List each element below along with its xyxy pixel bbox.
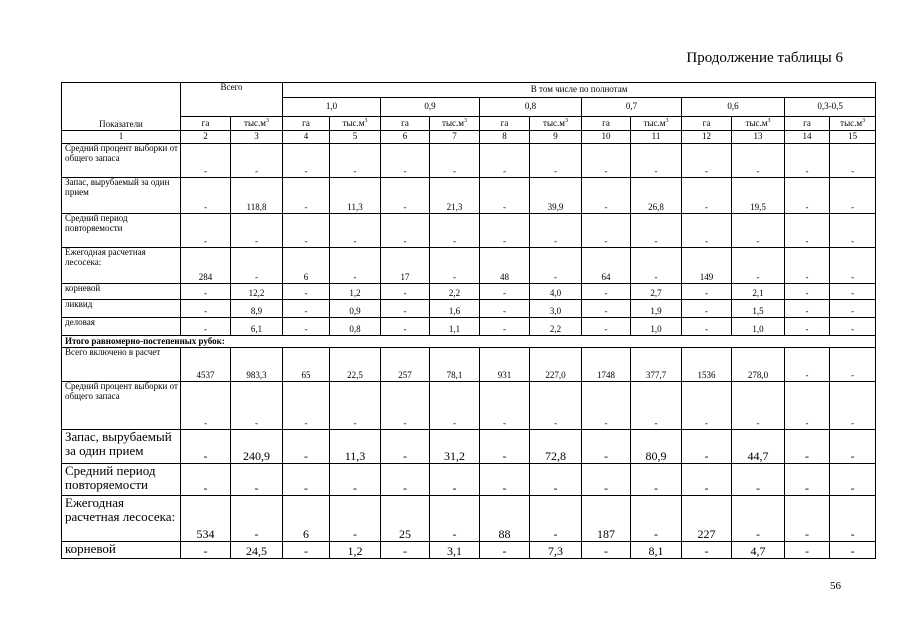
- table-cell: -: [732, 382, 785, 430]
- table-cell: -: [231, 496, 283, 542]
- table-cell: -: [480, 542, 530, 559]
- unit-ha: га: [181, 117, 231, 131]
- table-body: [62, 144, 876, 559]
- table-row: [62, 464, 876, 496]
- table-cell: 11,3: [330, 178, 381, 214]
- table-cell: 7,3: [530, 542, 582, 559]
- table-row: [62, 300, 876, 318]
- table-cell: 0,9: [330, 300, 381, 318]
- table-cell: -: [530, 214, 582, 248]
- table-cell: -: [283, 214, 330, 248]
- column-number: 11: [631, 131, 682, 144]
- table-cell: 2,1: [732, 284, 785, 300]
- density-header: 0,3-0,5: [785, 98, 876, 117]
- table-cell: -: [785, 284, 830, 300]
- table-cell: 2,2: [530, 318, 582, 336]
- table-cell: -: [283, 178, 330, 214]
- column-number: 9: [530, 131, 582, 144]
- table-cell: 11,3: [330, 430, 381, 464]
- table-cell: -: [480, 144, 530, 178]
- table-cell: -: [330, 464, 381, 496]
- table-cell: -: [785, 178, 830, 214]
- table-cell: 983,3: [231, 348, 283, 382]
- table-cell: 22,5: [330, 348, 381, 382]
- table-cell: -: [682, 178, 732, 214]
- table-cell: -: [381, 214, 430, 248]
- table-cell: 12,2: [231, 284, 283, 300]
- table-cell: -: [430, 214, 480, 248]
- table-cell: -: [582, 430, 631, 464]
- unit-label: тыс.м: [244, 117, 266, 128]
- table-cell: -: [830, 284, 876, 300]
- table-cell: -: [582, 284, 631, 300]
- table-cell: -: [181, 178, 231, 214]
- section-row: [62, 336, 876, 348]
- unit-thousand-m3: [631, 117, 682, 131]
- table-cell: -: [231, 144, 283, 178]
- table-cell: 31,2: [430, 430, 480, 464]
- table-cell: -: [785, 144, 830, 178]
- header-total: Всего: [181, 83, 283, 117]
- data-table: [61, 82, 876, 559]
- table-cell: 48: [480, 248, 530, 284]
- table-cell: -: [785, 300, 830, 318]
- table-cell: -: [430, 248, 480, 284]
- table-cell: -: [381, 144, 430, 178]
- table-cell: -: [181, 214, 231, 248]
- table-cell: 1,9: [631, 300, 682, 318]
- table-cell: 118,8: [231, 178, 283, 214]
- table-cell: 1,0: [732, 318, 785, 336]
- table-cell: 44,7: [732, 430, 785, 464]
- table-cell: -: [181, 284, 231, 300]
- table-cell: 1,6: [430, 300, 480, 318]
- table-cell: -: [785, 430, 830, 464]
- table-cell: -: [381, 318, 430, 336]
- table-cell: 4,7: [732, 542, 785, 559]
- column-number: 15: [830, 131, 876, 144]
- table-cell: -: [785, 382, 830, 430]
- column-number-row: [62, 131, 876, 144]
- table-cell: 149: [682, 248, 732, 284]
- table-cell: -: [830, 542, 876, 559]
- unit-superscript: 3: [564, 117, 568, 124]
- table-cell: -: [181, 382, 231, 430]
- table-cell: -: [582, 464, 631, 496]
- table-cell: 1,5: [732, 300, 785, 318]
- table-cell: 1536: [682, 348, 732, 382]
- table-cell: 8,1: [631, 542, 682, 559]
- table-cell: -: [830, 348, 876, 382]
- table-cell: -: [480, 214, 530, 248]
- unit-thousand-m3: [830, 117, 876, 131]
- unit-label: тыс.м: [643, 117, 666, 128]
- table-cell: -: [785, 214, 830, 248]
- table-cell: -: [181, 144, 231, 178]
- table-cell: -: [682, 382, 732, 430]
- table-cell: -: [530, 464, 582, 496]
- table-cell: -: [381, 430, 430, 464]
- table-cell: -: [283, 300, 330, 318]
- table-row: [62, 348, 876, 382]
- table-cell: 227: [682, 496, 732, 542]
- table-cell: 1,2: [330, 284, 381, 300]
- table-cell: -: [381, 382, 430, 430]
- table-row: [62, 430, 876, 464]
- unit-ha: га: [283, 117, 330, 131]
- unit-thousand-m3: [530, 117, 582, 131]
- table-cell: -: [732, 464, 785, 496]
- table-cell: -: [480, 284, 530, 300]
- table-row: [62, 214, 876, 248]
- table-cell: -: [381, 542, 430, 559]
- table-cell: -: [830, 300, 876, 318]
- table-cell: -: [283, 464, 330, 496]
- table-cell: 257: [381, 348, 430, 382]
- table-cell: -: [682, 430, 732, 464]
- table-cell: -: [830, 464, 876, 496]
- column-number: 4: [283, 131, 330, 144]
- table-cell: -: [582, 178, 631, 214]
- density-header: 0,7: [582, 98, 682, 117]
- table-cell: 72,8: [530, 430, 582, 464]
- unit-superscript: 3: [767, 117, 771, 124]
- table-cell: 284: [181, 248, 231, 284]
- table-cell: -: [830, 248, 876, 284]
- table-cell: 1,0: [631, 318, 682, 336]
- unit-superscript: 3: [665, 117, 669, 124]
- table-cell: -: [631, 464, 682, 496]
- page-number: 56: [830, 580, 841, 592]
- row-label: Ежегодная расчетная лесосека:: [62, 496, 181, 542]
- table-cell: -: [631, 144, 682, 178]
- table-cell: 26,8: [631, 178, 682, 214]
- table-cell: -: [631, 496, 682, 542]
- table-cell: -: [231, 464, 283, 496]
- row-label: Средний процент выборки от общего запаса: [62, 144, 181, 178]
- row-label: корневой: [62, 284, 181, 300]
- table-cell: -: [283, 318, 330, 336]
- column-number: 14: [785, 131, 830, 144]
- table-cell: -: [830, 178, 876, 214]
- table-cell: -: [682, 214, 732, 248]
- row-label: Средний период повторяемости: [62, 214, 181, 248]
- table-cell: -: [480, 318, 530, 336]
- table-cell: -: [785, 248, 830, 284]
- unit-header-row: [62, 117, 876, 131]
- table-cell: -: [330, 382, 381, 430]
- table-cell: 187: [582, 496, 631, 542]
- column-number: 8: [480, 131, 530, 144]
- table-cell: 78,1: [430, 348, 480, 382]
- table-cell: -: [430, 464, 480, 496]
- table-cell: -: [682, 144, 732, 178]
- table-cell: -: [582, 300, 631, 318]
- table-cell: 0,8: [330, 318, 381, 336]
- table-cell: 80,9: [631, 430, 682, 464]
- row-label: Средний период повторяемости: [62, 464, 181, 496]
- table-row: [62, 284, 876, 300]
- unit-superscript: 3: [862, 117, 866, 124]
- table-cell: -: [732, 248, 785, 284]
- table-cell: -: [381, 300, 430, 318]
- table-cell: 1,2: [330, 542, 381, 559]
- unit-ha: га: [480, 117, 530, 131]
- table-cell: 377,7: [631, 348, 682, 382]
- table-cell: 25: [381, 496, 430, 542]
- table-row: [62, 542, 876, 559]
- table-row: [62, 318, 876, 336]
- table-cell: -: [283, 382, 330, 430]
- table-cell: -: [480, 300, 530, 318]
- column-number: 13: [732, 131, 785, 144]
- table-cell: -: [231, 214, 283, 248]
- table-cell: -: [631, 382, 682, 430]
- table-cell: 17: [381, 248, 430, 284]
- table-cell: 21,3: [430, 178, 480, 214]
- column-number: 2: [181, 131, 231, 144]
- unit-ha: га: [682, 117, 732, 131]
- table-cell: 6: [283, 496, 330, 542]
- table-cell: -: [330, 248, 381, 284]
- table-cell: -: [480, 430, 530, 464]
- unit-label: тыс.м: [745, 117, 768, 128]
- table-cell: 19,5: [732, 178, 785, 214]
- table-cell: 64: [582, 248, 631, 284]
- table-cell: -: [283, 144, 330, 178]
- row-label: Запас, вырубаемый за один прием: [62, 430, 181, 464]
- table-row: [62, 248, 876, 284]
- table-cell: -: [181, 542, 231, 559]
- table-cell: 2,7: [631, 284, 682, 300]
- table-cell: -: [283, 284, 330, 300]
- table-cell: -: [480, 382, 530, 430]
- unit-label: тыс.м: [342, 117, 365, 128]
- table-cell: 65: [283, 348, 330, 382]
- density-header: 0,6: [682, 98, 785, 117]
- table-cell: 6: [283, 248, 330, 284]
- unit-superscript: 3: [463, 117, 467, 124]
- table-cell: -: [785, 496, 830, 542]
- table-cell: -: [330, 144, 381, 178]
- unit-thousand-m3: [430, 117, 480, 131]
- unit-ha: га: [381, 117, 430, 131]
- table-cell: -: [732, 144, 785, 178]
- table-cell: -: [830, 214, 876, 248]
- column-number: 3: [231, 131, 283, 144]
- column-number: 12: [682, 131, 732, 144]
- table-cell: -: [830, 318, 876, 336]
- row-label: ликвид: [62, 300, 181, 318]
- table-cell: -: [830, 496, 876, 542]
- column-number: 5: [330, 131, 381, 144]
- table-cell: 3,1: [430, 542, 480, 559]
- column-number: 10: [582, 131, 631, 144]
- header-indicators: Показатели: [62, 83, 181, 131]
- table-cell: -: [682, 464, 732, 496]
- unit-label: тыс.м: [543, 117, 565, 128]
- table-cell: -: [181, 464, 231, 496]
- table-cell: 4,0: [530, 284, 582, 300]
- table-cell: -: [732, 496, 785, 542]
- table-cell: 278,0: [732, 348, 785, 382]
- density-header: 0,9: [381, 98, 480, 117]
- table-cell: -: [283, 430, 330, 464]
- table-cell: -: [631, 214, 682, 248]
- column-number: 1: [62, 131, 181, 144]
- unit-label: тыс.м: [840, 117, 863, 128]
- table-cell: 240,9: [231, 430, 283, 464]
- table-cell: -: [682, 284, 732, 300]
- row-label: Средний процент выборки от общего запаса: [62, 382, 181, 430]
- table-cell: -: [430, 496, 480, 542]
- table-cell: -: [480, 178, 530, 214]
- table-cell: -: [830, 430, 876, 464]
- table-cell: -: [283, 542, 330, 559]
- row-label: Запас, вырубаемый за один прием: [62, 178, 181, 214]
- column-number: 6: [381, 131, 430, 144]
- unit-thousand-m3: [330, 117, 381, 131]
- table-cell: -: [330, 496, 381, 542]
- unit-thousand-m3: [732, 117, 785, 131]
- table-cell: 227,0: [530, 348, 582, 382]
- table-cell: 88: [480, 496, 530, 542]
- table-cell: -: [582, 542, 631, 559]
- row-label: деловая: [62, 318, 181, 336]
- table-cell: -: [530, 496, 582, 542]
- table-cell: -: [785, 464, 830, 496]
- table-cell: -: [530, 144, 582, 178]
- table-cell: -: [582, 382, 631, 430]
- table-cell: -: [785, 318, 830, 336]
- table-cell: -: [430, 382, 480, 430]
- unit-ha: га: [785, 117, 830, 131]
- table-cell: 1,1: [430, 318, 480, 336]
- table-cell: -: [682, 300, 732, 318]
- unit-superscript: 3: [364, 117, 368, 124]
- density-header: 0,8: [480, 98, 582, 117]
- table-cell: -: [830, 382, 876, 430]
- table-cell: -: [381, 464, 430, 496]
- table-cell: 24,5: [231, 542, 283, 559]
- page-heading: Продолжение таблицы 6: [686, 50, 843, 66]
- table-cell: -: [181, 430, 231, 464]
- table-cell: -: [231, 248, 283, 284]
- table-cell: -: [582, 318, 631, 336]
- table-cell: 534: [181, 496, 231, 542]
- table-cell: -: [330, 214, 381, 248]
- row-label: Всего включено в расчет: [62, 348, 181, 382]
- table-row: [62, 178, 876, 214]
- table-cell: 3,0: [530, 300, 582, 318]
- table-cell: -: [732, 214, 785, 248]
- table-cell: -: [582, 214, 631, 248]
- section-title: Итого равномерно-постепенных рубок:: [62, 336, 876, 348]
- table-cell: -: [785, 348, 830, 382]
- table-cell: -: [682, 542, 732, 559]
- table-row: [62, 496, 876, 542]
- column-number: 7: [430, 131, 480, 144]
- table-cell: -: [631, 248, 682, 284]
- table-row: [62, 144, 876, 178]
- table-cell: -: [530, 248, 582, 284]
- table-cell: 6,1: [231, 318, 283, 336]
- table-cell: 1748: [582, 348, 631, 382]
- table-cell: 39,9: [530, 178, 582, 214]
- table-row: [62, 382, 876, 430]
- table-cell: 8,9: [231, 300, 283, 318]
- unit-ha: га: [582, 117, 631, 131]
- density-header: 1,0: [283, 98, 381, 117]
- unit-superscript: 3: [265, 117, 269, 124]
- table-cell: -: [231, 382, 283, 430]
- unit-label: тыс.м: [442, 117, 464, 128]
- table-cell: -: [582, 144, 631, 178]
- table-cell: 4537: [181, 348, 231, 382]
- row-label: Ежегодная расчетная лесосека:: [62, 248, 181, 284]
- table-cell: -: [830, 144, 876, 178]
- table-cell: -: [181, 300, 231, 318]
- table-cell: -: [480, 464, 530, 496]
- table-cell: 931: [480, 348, 530, 382]
- table-cell: -: [785, 542, 830, 559]
- unit-thousand-m3: [231, 117, 283, 131]
- table-cell: -: [682, 318, 732, 336]
- table-cell: -: [430, 144, 480, 178]
- table-header: [62, 83, 876, 144]
- table-cell: -: [181, 318, 231, 336]
- table-cell: 2,2: [430, 284, 480, 300]
- row-label: корневой: [62, 542, 181, 559]
- table-cell: -: [381, 178, 430, 214]
- table-cell: -: [530, 382, 582, 430]
- header-including-by-density: В том числе по полнотам: [283, 83, 876, 98]
- table-cell: -: [381, 284, 430, 300]
